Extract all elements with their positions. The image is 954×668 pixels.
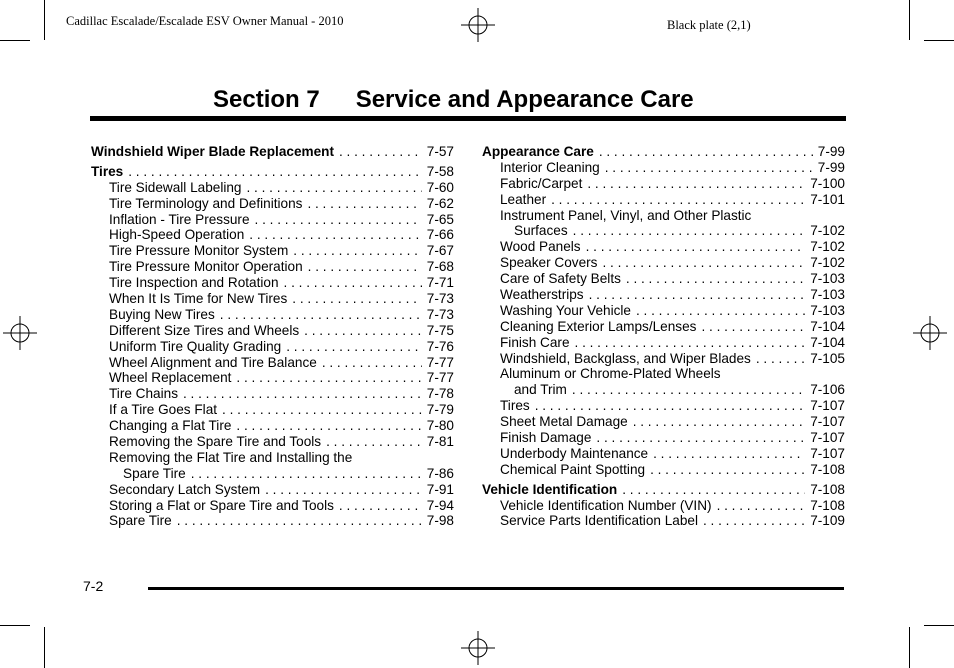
toc-leader-dots <box>128 164 422 179</box>
toc-entry[interactable] <box>482 287 845 303</box>
toc-entry[interactable] <box>482 223 845 239</box>
toc-entry-title: Wheel Replacement <box>109 370 232 386</box>
toc-entry-page: 7-60 <box>426 179 454 195</box>
toc-entry-page: 7-73 <box>426 291 454 307</box>
toc-entry[interactable] <box>482 255 845 271</box>
crop-mark <box>909 0 910 40</box>
toc-entry-title: Buying New Tires <box>109 306 215 322</box>
toc-entry-title: Tires <box>91 163 124 179</box>
toc-entry-page: 7-99 <box>817 159 845 175</box>
crop-mark <box>924 40 954 41</box>
toc-entry[interactable] <box>482 398 845 414</box>
toc-entry-title: Storing a Flat or Spare Tire and Tools <box>109 497 334 513</box>
toc-entry[interactable] <box>482 192 845 208</box>
toc-entry[interactable] <box>91 466 454 482</box>
toc-entry-title: Chemical Paint Spotting <box>500 461 646 477</box>
toc-entry[interactable] <box>91 355 454 371</box>
toc-entry[interactable] <box>482 160 845 176</box>
toc-entry-page: 7-102 <box>810 255 845 271</box>
toc-entry-title: Windshield Wiper Blade Replacement <box>91 144 334 159</box>
toc-entry-page: 7-106 <box>810 382 845 398</box>
toc-entry[interactable] <box>482 446 845 462</box>
toc-entry-title: Vehicle Identification <box>482 481 618 497</box>
toc-leader-dots <box>183 386 422 401</box>
toc-leader-dots <box>236 370 421 385</box>
toc-entry-page: 7-102 <box>810 239 845 255</box>
registration-mark-icon <box>913 316 947 350</box>
toc-entry-page: 7-107 <box>810 414 845 430</box>
toc-entry-title: If a Tire Goes Flat <box>109 402 218 418</box>
toc-entry-page: 7-108 <box>810 481 845 497</box>
toc-entry[interactable] <box>482 144 845 160</box>
toc-entry-title: Tires <box>500 398 530 414</box>
toc-entry[interactable] <box>91 227 454 243</box>
toc-entry-title: Changing a Flat Tire <box>109 418 232 434</box>
toc-leader-dots <box>339 498 422 513</box>
toc-entry[interactable] <box>91 180 454 196</box>
toc-entry-title: High-Speed Operation <box>109 227 245 243</box>
toc-leader-dots <box>191 466 422 481</box>
toc-leader-dots <box>605 160 813 175</box>
toc-leader-dots <box>599 144 813 159</box>
registration-mark-icon <box>461 631 495 665</box>
toc-entry-page: 7-71 <box>426 275 454 291</box>
toc-entry[interactable] <box>482 482 845 498</box>
toc-left-column <box>91 144 454 529</box>
toc-leader-dots <box>589 287 806 302</box>
toc-entry-title: Service Parts Identification Label <box>500 513 698 529</box>
toc-entry[interactable] <box>91 144 454 160</box>
toc-entry-title: Appearance Care <box>482 144 594 159</box>
registration-mark-icon <box>461 8 495 42</box>
toc-leader-dots <box>247 180 422 195</box>
toc-leader-dots <box>622 482 805 497</box>
toc-leader-dots <box>572 382 805 397</box>
toc-entry-page: 7-62 <box>426 195 454 211</box>
toc-entry[interactable] <box>91 482 454 498</box>
toc-entry[interactable] <box>91 370 454 386</box>
toc-leader-dots <box>626 271 805 286</box>
toc-entry[interactable] <box>91 418 454 434</box>
toc-leader-dots <box>636 303 805 318</box>
toc-entry[interactable] <box>482 498 845 514</box>
footer-rule <box>148 587 844 590</box>
toc-entry[interactable] <box>91 243 454 259</box>
toc-entry-title: Removing the Flat Tire and Installing the <box>109 449 353 465</box>
toc-entry-title: Wheel Alignment and Tire Balance <box>109 354 317 370</box>
toc-leader-dots <box>308 259 422 274</box>
toc-entry-page: 7-104 <box>810 334 845 350</box>
toc-entry-title: Aluminum or Chrome-Plated Wheels <box>500 366 721 382</box>
toc-entry-page: 7-108 <box>810 461 845 477</box>
toc-entry[interactable] <box>91 164 454 180</box>
toc-entry-title: Different Size Tires and Wheels <box>109 322 300 338</box>
toc-entry-title: Tire Chains <box>109 386 178 402</box>
toc-entry-page: 7-107 <box>810 445 845 461</box>
toc-entry-page: 7-105 <box>810 350 845 366</box>
toc-entry[interactable] <box>91 498 454 514</box>
toc-leader-dots <box>307 196 421 211</box>
toc-leader-dots <box>633 414 806 429</box>
toc-leader-dots <box>703 513 805 528</box>
toc-leader-dots <box>650 462 805 477</box>
toc-entry-page: 7-66 <box>426 227 454 243</box>
toc-entry[interactable] <box>91 402 454 418</box>
toc-entry-page: 7-99 <box>817 144 845 159</box>
toc-leader-dots <box>177 513 422 528</box>
page-number: 7-2 <box>83 578 104 594</box>
manual-header: Cadillac Escalade/Escalade ESV Owner Manual - 2010 <box>66 14 344 28</box>
toc-leader-dots <box>249 227 422 242</box>
toc-entry-page: 7-79 <box>426 402 454 418</box>
toc-entry[interactable] <box>482 239 845 255</box>
crop-mark <box>44 0 45 40</box>
toc-entry-title: Weatherstrips <box>500 287 584 303</box>
toc-leader-dots <box>551 192 805 207</box>
toc-entry-page: 7-102 <box>810 223 845 239</box>
toc-entry-title: Underbody Maintenance <box>500 445 649 461</box>
toc-entry[interactable] <box>482 351 845 367</box>
toc-leader-dots <box>322 355 422 370</box>
toc-entry-page: 7-77 <box>426 370 454 386</box>
toc-leader-dots <box>236 418 421 433</box>
toc-entry-page: 7-73 <box>426 306 454 322</box>
toc-entry-page: 7-80 <box>426 418 454 434</box>
toc-leader-dots <box>292 291 422 306</box>
toc-entry-page: 7-100 <box>810 175 845 191</box>
toc-entry[interactable] <box>482 513 845 529</box>
toc-entry[interactable] <box>91 307 454 323</box>
toc-entry-title: Speaker Covers <box>500 255 598 271</box>
toc-entry-page: 7-76 <box>426 338 454 354</box>
toc-entry-title: When It Is Time for New Tires <box>109 291 288 307</box>
toc-entry[interactable] <box>482 208 845 224</box>
toc-entry-page: 7-78 <box>426 386 454 402</box>
toc-leader-dots <box>586 239 806 254</box>
toc-entry-page: 7-65 <box>426 211 454 227</box>
toc-entry-title: Tire Pressure Monitor System <box>109 243 289 259</box>
toc-entry-title: Tire Sidewall Labeling <box>109 179 242 195</box>
toc-entry[interactable] <box>482 414 845 430</box>
toc-leader-dots <box>587 176 805 191</box>
toc-entry-title: Washing Your Vehicle <box>500 302 631 318</box>
title-rule <box>90 116 846 121</box>
page-title <box>213 86 694 114</box>
toc-entry[interactable] <box>482 335 845 351</box>
toc-entry-page: 7-67 <box>426 243 454 259</box>
toc-entry[interactable] <box>482 319 845 335</box>
toc-entry-page: 7-101 <box>810 191 845 207</box>
toc-leader-dots <box>286 339 422 354</box>
toc-leader-dots <box>304 323 422 338</box>
toc-entry[interactable] <box>91 291 454 307</box>
toc-entry-title: Sheet Metal Damage <box>500 414 628 430</box>
toc-leader-dots <box>255 212 422 227</box>
toc-entry[interactable] <box>91 259 454 275</box>
toc-entry-page: 7-81 <box>426 434 454 450</box>
toc-leader-dots <box>284 275 422 290</box>
toc-entry-title: Finish Damage <box>500 430 592 446</box>
toc-entry-title: Care of Safety Belts <box>500 271 621 287</box>
toc-entry-title: Spare Tire <box>109 513 172 529</box>
toc-entry-page: 7-58 <box>426 163 454 179</box>
toc-entry-page: 7-103 <box>810 287 845 303</box>
section-title: Service and Appearance Care <box>355 86 694 113</box>
plate-header: Black plate (2,1) <box>667 18 751 32</box>
toc-leader-dots <box>220 307 422 322</box>
toc-leader-dots <box>535 398 806 413</box>
toc-entry-title: Removing the Spare Tire and Tools <box>109 434 322 450</box>
toc-entry-page: 7-103 <box>810 271 845 287</box>
toc-entry[interactable] <box>482 303 845 319</box>
toc-entry-title: Vehicle Identification Number (VIN) <box>500 497 712 513</box>
toc-entry-title: Fabric/Carpet <box>500 175 583 191</box>
toc-entry[interactable] <box>91 212 454 228</box>
toc-entry-title: Cleaning Exterior Lamps/Lenses <box>500 318 697 334</box>
toc-entry-page: 7-98 <box>426 513 454 529</box>
toc-entry-page: 7-86 <box>426 465 454 481</box>
toc-entry-page: 7-57 <box>426 144 454 159</box>
toc-entry[interactable] <box>91 513 454 529</box>
toc-entry[interactable] <box>91 450 454 466</box>
toc-entry[interactable] <box>482 176 845 192</box>
toc-entry-page: 7-68 <box>426 259 454 275</box>
toc-leader-dots <box>575 335 806 350</box>
toc-entry[interactable] <box>91 323 454 339</box>
crop-mark <box>909 627 910 668</box>
toc-entry-title: and Trim <box>514 382 567 398</box>
crop-mark <box>44 627 45 668</box>
crop-mark <box>0 625 30 626</box>
toc-entry-title: Tire Pressure Monitor Operation <box>109 259 303 275</box>
toc-leader-dots <box>339 144 422 159</box>
toc-entry[interactable] <box>91 434 454 450</box>
toc-entry[interactable] <box>482 366 845 382</box>
toc-entry-page: 7-94 <box>426 497 454 513</box>
toc-entry-title: Windshield, Backglass, and Wiper Blades <box>500 350 751 366</box>
toc-entry[interactable] <box>482 271 845 287</box>
crop-mark <box>924 625 954 626</box>
toc-entry-page: 7-107 <box>810 430 845 446</box>
crop-mark <box>0 40 30 41</box>
toc-leader-dots <box>701 319 805 334</box>
toc-entry-title: Interior Cleaning <box>500 159 600 175</box>
toc-entry-title: Spare Tire <box>123 465 186 481</box>
toc-leader-dots <box>265 482 422 497</box>
toc-entry-title: Inflation - Tire Pressure <box>109 211 250 227</box>
toc-leader-dots <box>222 402 422 417</box>
toc-leader-dots <box>756 351 805 366</box>
toc-entry-title: Tire Terminology and Definitions <box>109 195 303 211</box>
toc-leader-dots <box>326 434 422 449</box>
toc-entry-title: Leather <box>500 191 547 207</box>
toc-entry-page: 7-75 <box>426 322 454 338</box>
toc-leader-dots <box>573 223 806 238</box>
toc-leader-dots <box>602 255 805 270</box>
toc-entry-page: 7-107 <box>810 398 845 414</box>
toc-entry-title: Uniform Tire Quality Grading <box>109 338 282 354</box>
toc-entry[interactable] <box>482 462 845 478</box>
toc-entry-page: 7-77 <box>426 354 454 370</box>
toc-entry-title: Finish Care <box>500 334 570 350</box>
toc-entry-page: 7-103 <box>810 302 845 318</box>
section-number: Section 7 <box>213 86 320 113</box>
toc-entry[interactable] <box>91 196 454 212</box>
toc-entry-title: Tire Inspection and Rotation <box>109 275 279 291</box>
toc-leader-dots <box>596 430 805 445</box>
toc-right-column <box>482 144 845 529</box>
toc-entry-title: Instrument Panel, Vinyl, and Other Plastic <box>500 207 752 223</box>
toc-entry-title: Wood Panels <box>500 239 581 255</box>
toc-leader-dots <box>717 498 806 513</box>
toc-entry[interactable] <box>482 382 845 398</box>
toc-entry-title: Secondary Latch System <box>109 481 261 497</box>
toc-entry-page: 7-91 <box>426 481 454 497</box>
toc-entry-page: 7-109 <box>810 513 845 529</box>
toc-entry[interactable] <box>91 386 454 402</box>
toc-entry[interactable] <box>482 430 845 446</box>
toc-leader-dots <box>653 446 805 461</box>
toc-entry-page: 7-104 <box>810 318 845 334</box>
toc-entry-title: Surfaces <box>514 223 568 239</box>
toc-leader-dots <box>293 243 422 258</box>
toc-entry[interactable] <box>91 275 454 291</box>
registration-mark-icon <box>3 316 37 350</box>
toc-entry-page: 7-108 <box>810 497 845 513</box>
toc-entry[interactable] <box>91 339 454 355</box>
